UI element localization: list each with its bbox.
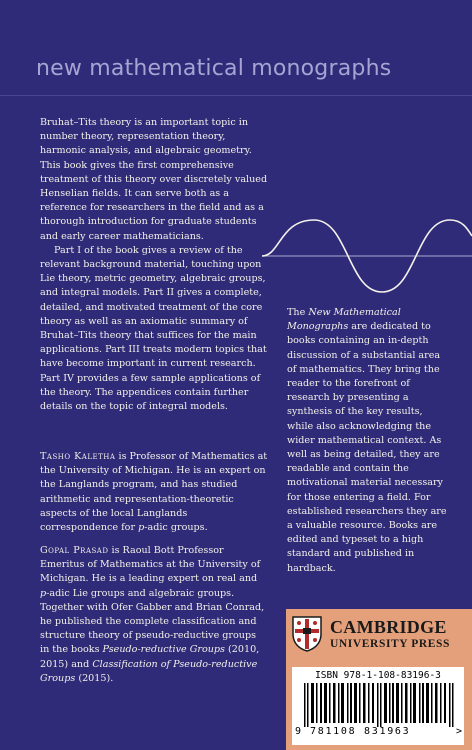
ean-first-digit: 9	[295, 726, 302, 737]
author-bio-prasad: Gopal Prasad is Raoul Bott Professor Emeritus of Mathematics at the University of Michigan. He is a leading expert on real and p-adic Lie groups and algebraic groups. Together with Ofer Gabber and Brian Conrad, he published the complete classification and structure theory of pseudo-reductive groups in the books Pseudo-reductive Groups (2010, 2015) and Classification of Pseudo-reductive Groups (2015).	[40, 545, 265, 684]
barcode-bars	[304, 683, 456, 727]
header-rule	[0, 95, 472, 96]
isbn-text: ISBN 978-1-108-83196-3	[315, 670, 441, 681]
author-bio-kaletha: Tasho Kaletha is Professor of Mathematics at the University of Michigan. He is an expert on the Langlands program, and has studied arithmetic and representation-theoretic aspects of the local Langlands correspondence for p-adic groups.	[40, 451, 268, 534]
barcode-box	[292, 667, 464, 745]
blurb-paragraph-1: Bruhat–Tits theory is an important topic in number theory, representation theory, harmonic analysis, and algebraic geometry. This book gives the first comprehensive treatment of this theory over discretely valued Henselian fields. It can serve both as a reference for researchers in the field and as a thorough introduction for graduate students and early career mathematicians.	[40, 117, 268, 242]
ean-arrow: >	[455, 726, 462, 737]
author-name-kaletha: Tasho Kaletha	[40, 451, 116, 462]
series-description: The New Mathematical Monographs are dedicated to books containing an in-depth discussion of a substantial area of mathematics. They bring the reader to the forefront of research by presenting a synthesis of the key results, while also acknowledging the wider mathematical context. As well as being detailed, they are readable and contain the motivational material necessary for those entering a field. For established researchers they are a valuable resource. Books are edited and typeset to a high standard and published in hardback.	[287, 307, 447, 574]
cambridge-shield-logo	[292, 616, 322, 652]
publisher-panel	[286, 609, 472, 750]
publisher-name-line2: UNIVERSITY PRESS	[330, 638, 451, 650]
series-title: new mathematical monographs	[36, 56, 392, 81]
author-name-prasad: Gopal Prasad	[40, 545, 109, 556]
sine-wave-decoration	[262, 216, 472, 296]
blurb-paragraph-2: Part I of the book gives a review of the relevant background material, touching upon Lie theory, metric geometry, algebraic groups, and integral models. Part II gives a complete, detailed, and motivated treatment of the core theory as well as an axiomatic summary of Bruhat–Tits theory that suffices for the main applications. Part III treats modern topics that have become important in current research. Part IV provides a few sample applications of the theory. The appendices contain further details on the topic of integral models.	[40, 244, 267, 413]
ean-digits: 781108 831963	[310, 726, 411, 737]
blurb-column	[40, 116, 268, 414]
publisher-name-line1: CAMBRIDGE	[330, 617, 447, 637]
